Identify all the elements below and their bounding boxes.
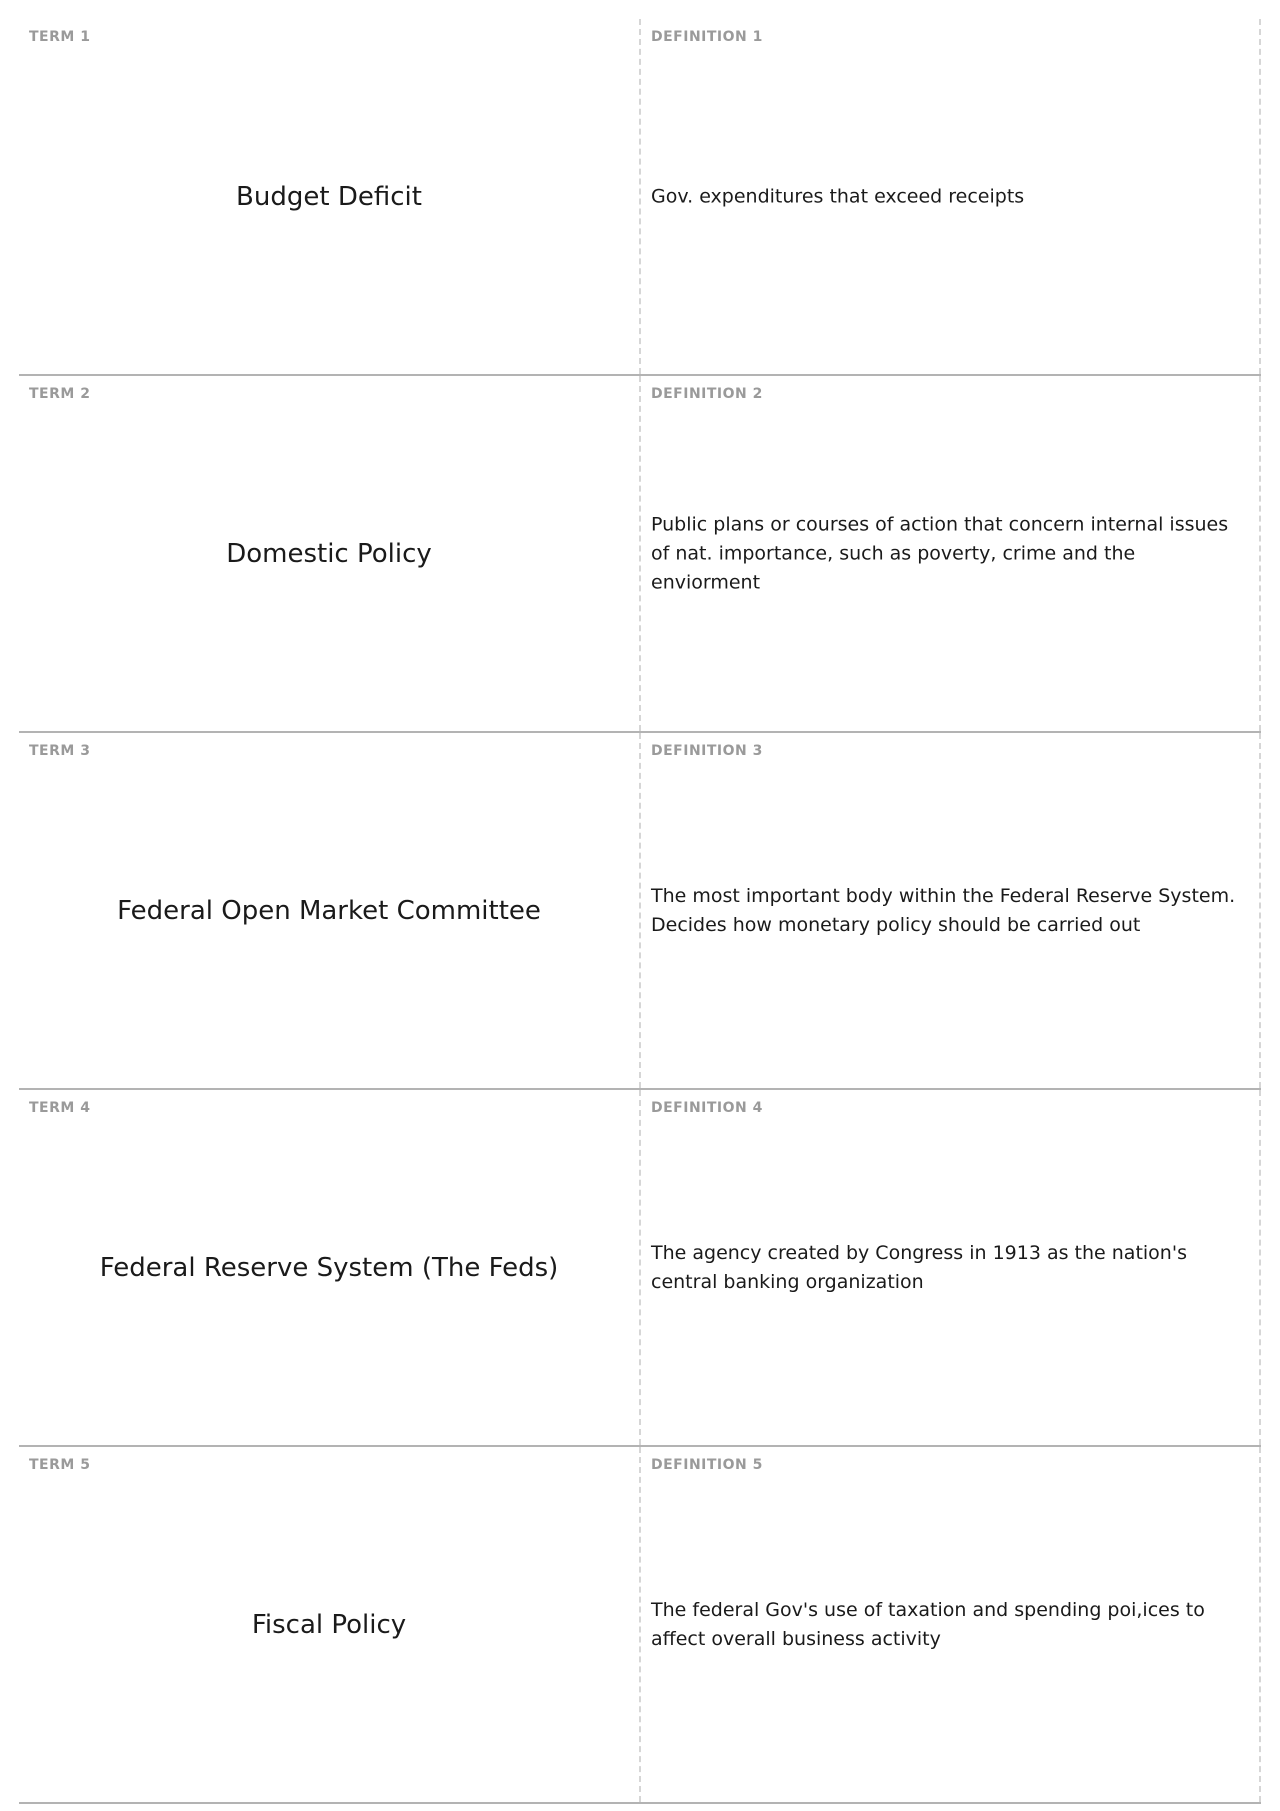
term-text: Budget Deficit	[236, 181, 422, 212]
term-cell	[19, 733, 641, 1088]
flashcard-row-1	[19, 19, 1261, 376]
term-label: TERM 1	[29, 29, 91, 45]
term-text: Fiscal Policy	[251, 1609, 407, 1640]
term-label: TERM 4	[29, 1100, 91, 1116]
definition-text: The federal Gov's use of taxation and spending poi,ices to affect overall business activity	[651, 1598, 1205, 1650]
flashcard-sheet	[19, 19, 1261, 1804]
definition-cell	[641, 733, 1261, 1088]
definition-label: DEFINITION 2	[651, 386, 763, 402]
definition-text: Public plans or courses of action that concern internal issues of nat. importance, such as poverty, crime and the enviorment	[651, 513, 1229, 593]
definition-label: DEFINITION 3	[651, 743, 763, 759]
definition-text: The agency created by Congress in 1913 as the nation's central banking organization	[651, 1241, 1187, 1293]
definition-text: The most important body within the Federal Reserve System. Decides how monetary policy should be carried out	[651, 884, 1236, 936]
term-cell	[19, 1090, 641, 1445]
definition-label: DEFINITION 4	[651, 1100, 763, 1116]
definition-cell	[641, 19, 1261, 374]
definition-cell	[641, 1447, 1261, 1802]
term-cell	[19, 19, 641, 374]
definition-cell	[641, 1090, 1261, 1445]
term-label: TERM 5	[29, 1457, 91, 1473]
term-cell	[19, 376, 641, 731]
flashcard-row-4	[19, 1090, 1261, 1447]
definition-cell	[641, 376, 1261, 731]
term-text: Federal Reserve System (The Feds)	[99, 1252, 559, 1283]
flashcard-row-3	[19, 733, 1261, 1090]
definition-label: DEFINITION 1	[651, 29, 763, 45]
term-label: TERM 3	[29, 743, 91, 759]
term-cell	[19, 1447, 641, 1802]
flashcard-row-2	[19, 376, 1261, 733]
definition-text: Gov. expenditures that exceed receipts	[651, 185, 1025, 207]
definition-label: DEFINITION 5	[651, 1457, 763, 1473]
flashcard-row-5	[19, 1447, 1261, 1804]
term-label: TERM 2	[29, 386, 91, 402]
term-text: Domestic Policy	[226, 538, 432, 569]
term-text: Federal Open Market Committee	[117, 895, 541, 926]
